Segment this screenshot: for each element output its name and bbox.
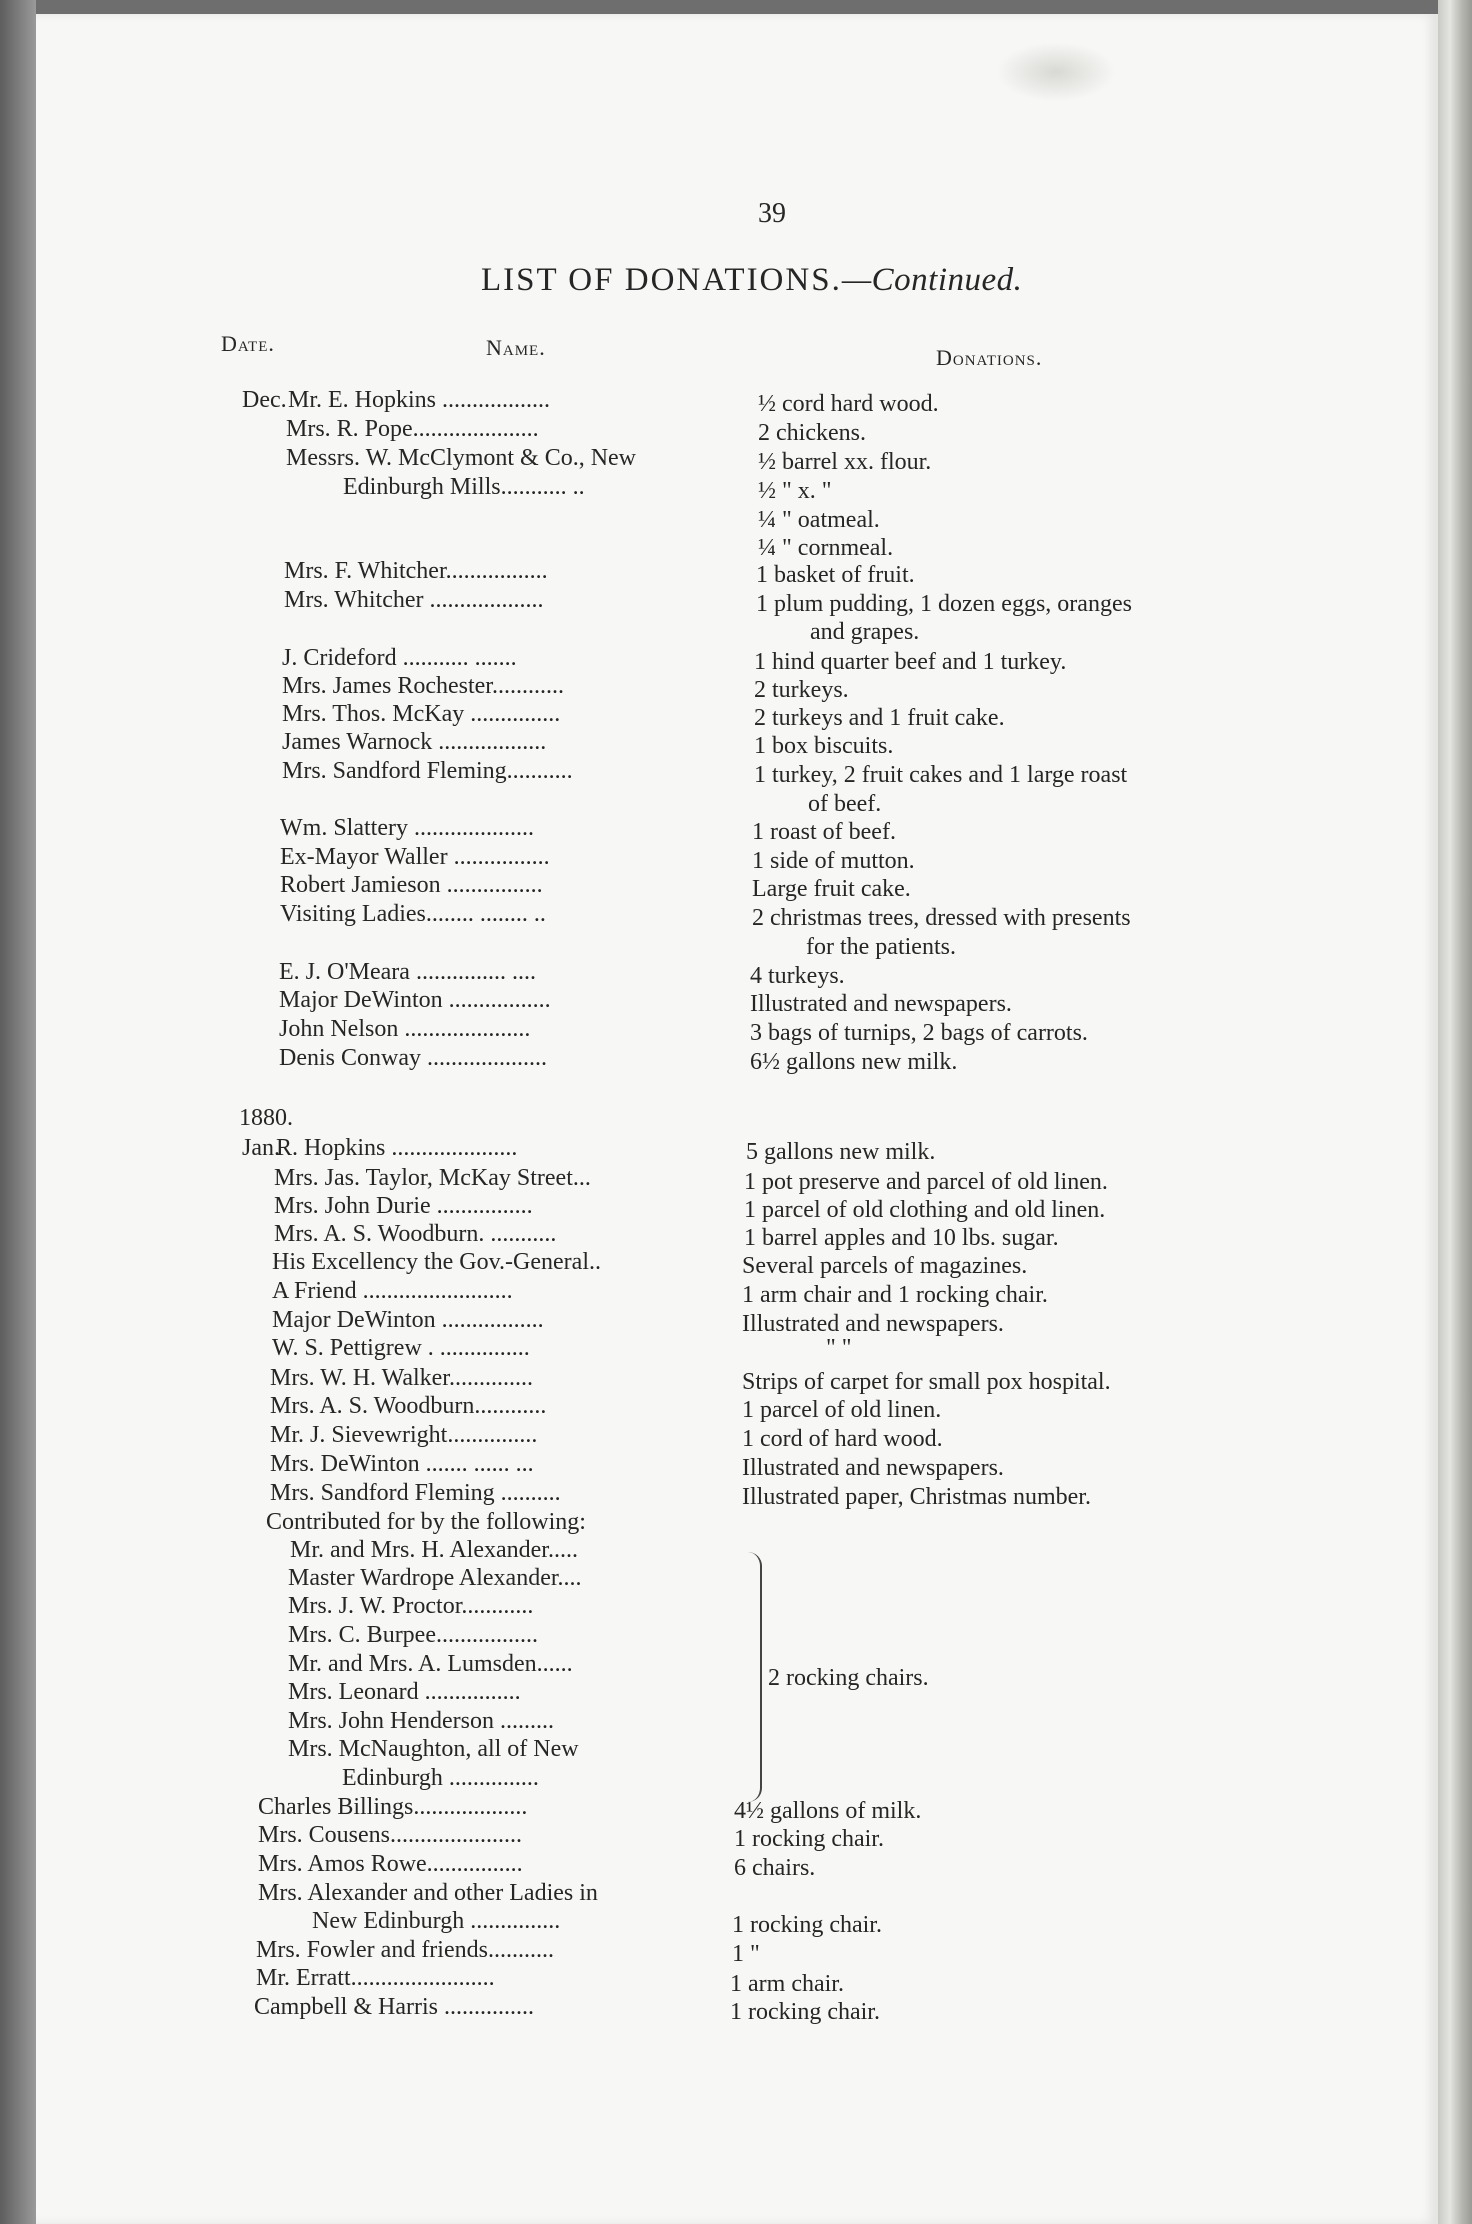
donation-item: 4½ gallons of milk. [734,1798,922,1824]
donation-item: 2 chickens. [758,420,866,446]
donor-name: Messrs. W. McClymont & Co., New [286,445,637,471]
donation-item: Illustrated and newspapers. [750,991,1012,1017]
donation-item: 1 parcel of old linen. [742,1397,942,1423]
donation-item: and grapes. [810,619,920,645]
donor-name: Ex-Mayor Waller ................ [280,844,550,870]
donor-name: Edinburgh ............... [342,1765,539,1791]
donor-name: John Nelson ..................... [279,1016,531,1042]
donation-item: 2 turkeys and 1 fruit cake. [754,705,1005,731]
donor-name: Robert Jamieson ................ [280,872,543,898]
page-number: 39 [758,198,786,229]
donation-item: 4 turkeys. [750,963,845,989]
donation-item: 6½ gallons new milk. [750,1049,958,1075]
donor-name: Major DeWinton ................. [279,987,551,1013]
donor-name: Campbell & Harris ............... [254,1994,534,2020]
donation-item: 1 " [732,1941,760,1967]
donation-item: 5 gallons new milk. [746,1139,936,1165]
donor-name: Mrs. Whitcher ................... [284,587,544,613]
year-1880: 1880. [239,1105,293,1131]
donor-name: Wm. Slattery .................... [280,815,534,841]
donor-name: Mr. Erratt........................ [256,1965,495,1991]
donor-name: Mrs. C. Burpee................. [288,1622,538,1648]
donor-name: Mrs. Alexander and other Ladies in [258,1880,598,1906]
scan-left-border [0,0,36,2224]
donor-name: His Excellency the Gov.-General.. [272,1249,601,1275]
book-spine [1438,0,1472,2224]
donor-name: Mrs. Cousens...................... [258,1822,523,1848]
header-name: Name. [486,335,546,360]
donation-item: ¼ " cornmeal. [758,535,894,561]
donation-item: 1 arm chair. [730,1971,844,1997]
donation-item: ¼ " oatmeal. [758,507,880,533]
donation-item: 1 side of mutton. [752,848,915,874]
donor-name: A Friend ......................... [272,1278,513,1304]
donation-item: 2 christmas trees, dressed with presents [752,905,1131,931]
donor-name: Master Wardrope Alexander.... [288,1565,582,1591]
donation-item: 1 box biscuits. [754,733,894,759]
donation-item: 1 turkey, 2 fruit cakes and 1 large roast [754,762,1128,788]
donation-item: 1 arm chair and 1 rocking chair. [742,1282,1048,1308]
header-donations: Donations. [936,345,1043,370]
title-main: LIST OF DONATIONS. [481,262,842,298]
donor-name: James Warnock .................. [282,729,547,755]
donor-name: W. S. Pettigrew . ............... [272,1335,530,1361]
donor-name: Mrs. James Rochester............ [282,673,564,699]
donation-item: Several parcels of magazines. [742,1253,1028,1279]
donor-name: Denis Conway .................... [279,1045,547,1071]
donor-name: Mrs. McNaughton, all of New [288,1736,579,1762]
donation-item: of beef. [808,791,882,817]
donation-item: ½ barrel xx. flour. [758,449,932,475]
donation-item: 2 rocking chairs. [768,1665,929,1691]
page-title [481,262,1023,298]
donor-name: E. J. O'Meara ............... .... [279,959,536,985]
donation-item: 1 rocking chair. [732,1912,882,1938]
donation-item: for the patients. [806,934,956,960]
donor-name: Mrs. A. S. Woodburn............ [270,1393,547,1419]
donation-item: 1 cord of hard wood. [742,1426,943,1452]
month-dec: Dec. [242,387,287,413]
donor-name: Charles Billings................... [258,1794,528,1820]
donor-name: Mrs. A. S. Woodburn. ........... [274,1221,557,1247]
donor-name: Mr. and Mrs. H. Alexander..... [290,1537,578,1563]
donor-name: Mrs. J. W. Proctor............ [288,1593,534,1619]
document-page [36,14,1438,2224]
donation-item: 2 turkeys. [754,677,849,703]
donor-name: Mrs. Sandford Fleming .......... [270,1480,561,1506]
donation-item: " " [826,1335,852,1361]
donation-item: 1 barrel apples and 10 lbs. sugar. [744,1225,1059,1251]
donation-item: Illustrated and newspapers. [742,1311,1004,1337]
donation-item: 1 basket of fruit. [756,562,915,588]
page-scuff-mark [996,42,1116,102]
contributed-heading: Contributed for by the following: [266,1509,586,1535]
donation-item: ½ " x. " [758,478,832,504]
donor-name: Visiting Ladies........ ........ .. [280,901,546,927]
donor-name: Mrs. Thos. McKay ............... [282,701,561,727]
donation-item: 1 hind quarter beef and 1 turkey. [754,649,1067,675]
donor-name: Mrs. John Henderson ......... [288,1708,554,1734]
group-brace [748,1552,762,1802]
donation-item: Large fruit cake. [752,876,911,902]
donor-name: Mrs. Fowler and friends........... [256,1937,554,1963]
donor-name: Mrs. DeWinton ....... ...... ... [270,1451,534,1477]
donor-name: Edinburgh Mills........... .. [343,474,585,500]
donor-name: Major DeWinton ................. [272,1307,544,1333]
donor-name: Mr. E. Hopkins .................. [288,387,551,413]
donation-item: Strips of carpet for small pox hospital. [742,1369,1111,1395]
month-jan: Jan. [242,1135,280,1161]
donation-item: 1 rocking chair. [734,1826,884,1852]
donor-name: Mrs. W. H. Walker.............. [270,1365,533,1391]
donor-name: Mr. and Mrs. A. Lumsden...... [288,1651,573,1677]
scan-top-border [0,0,1472,14]
donor-name: Mrs. Leonard ................ [288,1679,521,1705]
donor-name: Mr. J. Sievewright............... [270,1422,538,1448]
title-continued: —Continued. [841,262,1023,298]
donation-item: 1 parcel of old clothing and old linen. [744,1197,1106,1223]
donor-name: R. Hopkins ..................... [276,1135,518,1161]
donor-name: Mrs. Sandford Fleming........... [282,758,573,784]
donation-item: 1 pot preserve and parcel of old linen. [744,1169,1108,1195]
donation-item: 1 rocking chair. [730,1999,880,2025]
donation-item: 1 roast of beef. [752,819,896,845]
donor-name: Mrs. Amos Rowe................ [258,1851,523,1877]
donor-name: Mrs. John Durie ................ [274,1193,533,1219]
donor-name: J. Crideford ........... ....... [282,645,517,671]
donation-item: 1 plum pudding, 1 dozen eggs, oranges [756,591,1132,617]
donation-item: 3 bags of turnips, 2 bags of carrots. [750,1020,1088,1046]
donation-item: ½ cord hard wood. [758,391,939,417]
donor-name: Mrs. Jas. Taylor, McKay Street... [274,1165,591,1191]
header-date: Date. [221,331,275,356]
donation-item: Illustrated and newspapers. [742,1455,1004,1481]
donor-name: Mrs. F. Whitcher................. [284,558,548,584]
donation-item: 6 chairs. [734,1855,816,1881]
donor-name: Mrs. R. Pope..................... [286,416,539,442]
donor-name: New Edinburgh ............... [312,1908,561,1934]
donation-item: Illustrated paper, Christmas number. [742,1484,1091,1510]
